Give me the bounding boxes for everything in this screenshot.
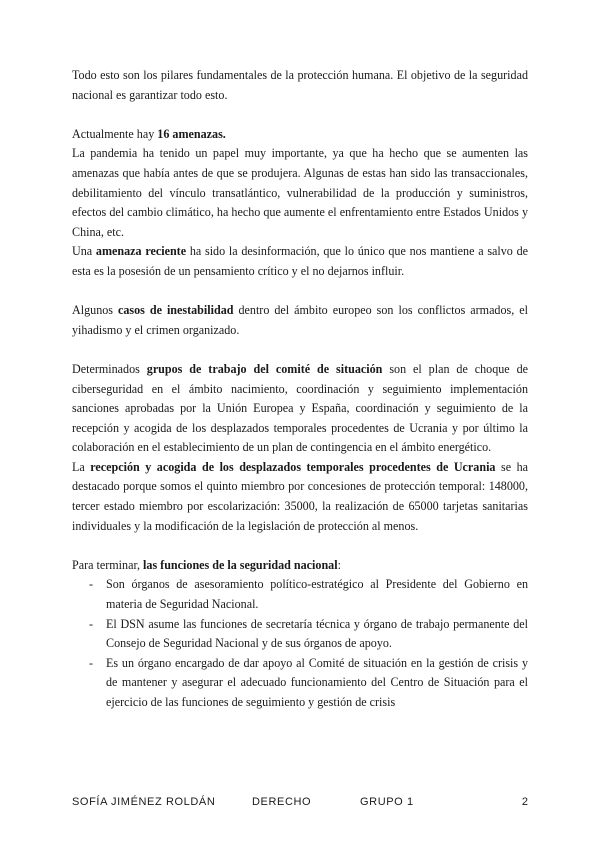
text-run: Para terminar, <box>72 557 144 572</box>
text-run: Una <box>72 244 96 259</box>
paragraph-pandemic: La pandemia ha tenido un papel muy importante, ya que ha hecho que se aumenten las amenazas que había antes de que se produjera. Algunas de estas han sido las transaccionales, debilitamiento del vínculo transatlántico, vulnerabilidad de la producción y suministros, efectos del cambio climático, ha hecho que aumente el enfrentamiento entre Estados Unidos y China, etc. <box>72 146 528 239</box>
text-run: ha sido la desinformación, que lo único que nos mantiene a salvo de esta es la posesión de un pensamiento crítico y el no dejarnos influir. <box>72 244 529 278</box>
text-run: Determinados <box>72 361 147 376</box>
list-item <box>72 615 528 654</box>
text-run: dentro del ámbito europeo son los conflictos armados, el yihadismo y el crimen organizado. <box>72 303 528 337</box>
functions-list <box>72 575 528 712</box>
paragraph-functions-intro <box>72 556 528 576</box>
text-run: La <box>72 459 91 474</box>
page-footer <box>72 796 528 814</box>
list-item <box>72 575 528 614</box>
paragraph-ukraine <box>72 458 528 536</box>
bold-run: casos de inestabilidad <box>117 303 234 318</box>
list-item-text: Son órganos de asesoramiento político-estratégico al Presidente del Gobierno en materia de Seguridad Nacional. <box>106 577 528 612</box>
bold-run: 16 amenazas. <box>157 126 226 141</box>
page-body <box>72 66 528 713</box>
bold-run: amenaza reciente <box>95 244 187 259</box>
bold-run: recepción y acogida de los desplazados temporales procedentes de Ucrania <box>90 459 496 474</box>
text-run: Actualmente hay <box>72 126 158 141</box>
dash-bullet: - <box>89 577 94 592</box>
paragraph-working-groups <box>72 360 528 458</box>
list-item <box>72 654 528 713</box>
footer-group: GRUPO 1 <box>360 796 414 808</box>
paragraph-instability <box>72 301 528 340</box>
bold-run: grupos de trabajo del comité de situación <box>146 361 383 376</box>
paragraph-disinformation <box>72 242 528 281</box>
paragraph-pillars: Todo esto son los pilares fundamentales de la protección humana. El objetivo de la seguridad nacional es garantizar todo esto. <box>72 68 528 102</box>
text-run: : <box>337 557 341 572</box>
footer-subject: DERECHO <box>252 796 312 808</box>
list-item-text: El DSN asume las funciones de secretaría técnica y órgano de trabajo permanente del Consejo de Seguridad Nacional y de sus órganos de apoyo. <box>106 616 528 651</box>
paragraph-threats-count <box>72 125 528 145</box>
bold-run: las funciones de la seguridad nacional <box>143 557 338 572</box>
text-run: Algunos <box>72 303 118 318</box>
footer-page-number: 2 <box>521 796 528 808</box>
dash-bullet: - <box>89 655 94 670</box>
footer-author: SOFÍA JIMÉNEZ ROLDÁN <box>72 796 216 808</box>
text-run: se ha destacado porque somos el quinto miembro por concesiones de protección temporal: 148000, tercer estado miembro por escolarización: 35000, la realización de 65000 tarjetas sanitarias individuales y la modificación de la legislación de protección al menos. <box>72 459 528 533</box>
list-item-text: Es un órgano encargado de dar apoyo al Comité de situación en la gestión de crisis y de mantener y asegurar el adecuado funcionamiento del Centro de Situación para el ejercicio de las funciones de seguimiento y gestión de crisis <box>106 655 528 709</box>
text-run: son el plan de choque de ciberseguridad en el ámbito nacimiento, coordinación y seguimiento implementación sanciones aprobadas por la Unión Europea y España, coordinación y seguimiento de la recepción y acogida de los desplazados temporales procedentes de Ucrania y por último la colaboración en el establecimiento de un plan de contingencia en el ámbito energético. <box>72 361 528 455</box>
dash-bullet: - <box>89 616 94 631</box>
